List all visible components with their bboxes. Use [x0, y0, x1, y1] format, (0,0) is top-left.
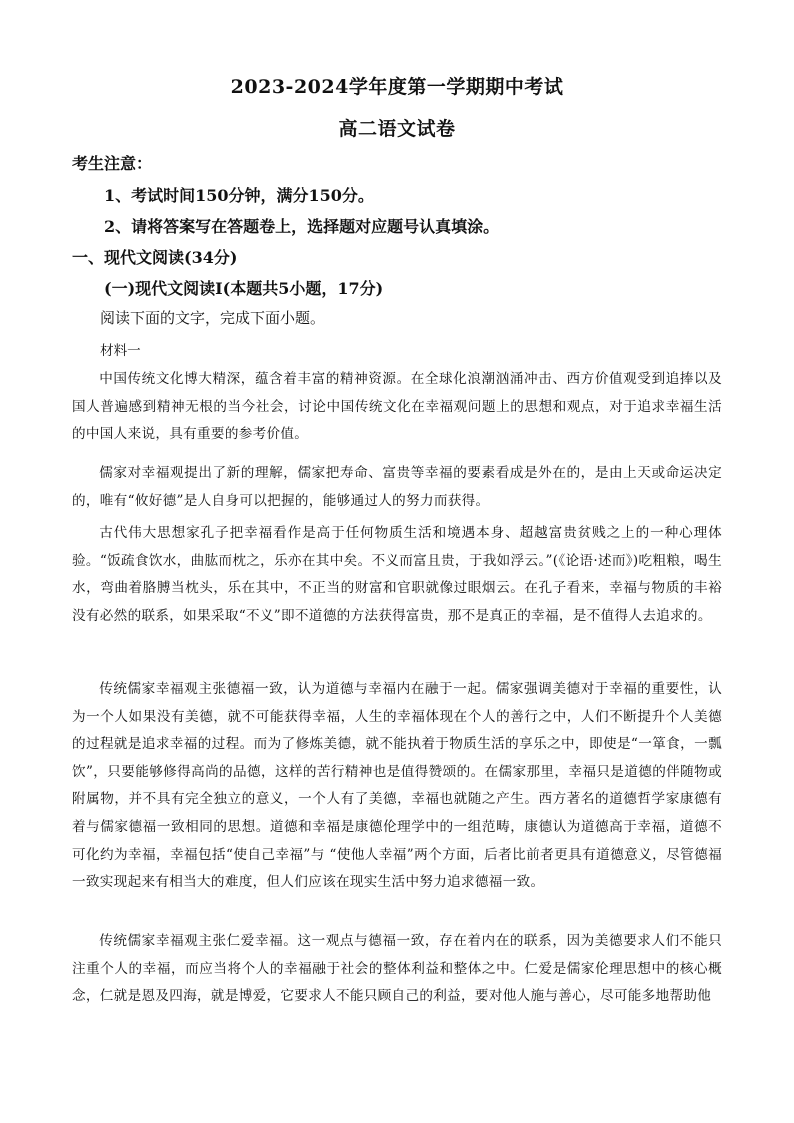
paragraph-3: 古代伟大思想家孔子把幸福看作是高于任何物质生活和境遇本身、超越富贵贫贱之上的一种心理体验。“饭疏食饮水，曲肱而枕之，乐亦在其中矣。不义而富且贵，于我如浮云。”(《论语·述而》)吃粗粮，喝生水，弯曲着胳膊当枕头，乐在其中，不正当的财富和官职就像过眼烟云。在孔子看来，幸福与物质的丰裕没有必然的联系，如果采取“不义”即不道德的方法获得富贵，那不是真正的幸福，是不值得人去追求的。	[72, 525, 722, 624]
exam-subtitle: 高二语文试卷	[338, 118, 456, 140]
paragraph-2: 儒家对幸福观提出了新的理解，儒家把寿命、富贵等幸福的要素看成是外在的，是由上天或命运决定的，唯有“攸好德”是人自身可以把握的，能够通过人的努力而获得。	[72, 465, 722, 509]
notice-heading: 考生注意：	[72, 154, 153, 173]
paragraph-5: 传统儒家幸福观主张仁爱幸福。这一观点与德福一致，存在着内在的联系，因为美德要求人们不能只注重个人的幸福，而应当将个人的幸福融于社会的整体利益和整体之中。仁爱是儒家伦理思想中的核心概念，仁就是恩及四海，就是博爱，它要求人不能只顾自己的利益，要对他人施与善心，尽可能多地帮助他	[72, 933, 722, 1005]
paragraph-1: 中国传统文化博大精深，蕴含着丰富的精神资源。在全球化浪潮汹涌冲击、西方价值观受到追捧以及国人普遍感到精神无根的当今社会，讨论中国传统文化在幸福观问题上的思想和观点，对于追求幸福生活的中国人来说，具有重要的参考价值。	[72, 371, 722, 443]
exam-title: 2023-2024学年度第一学期期中考试	[230, 76, 564, 98]
material-label: 材料一	[100, 343, 141, 359]
paragraph-4: 传统儒家幸福观主张德福一致，认为道德与幸福内在融于一起。儒家强调美德对于幸福的重要性，认为一个人如果没有美德，就不可能获得幸福，人生的幸福体现在个人的善行之中，人们不断提升个人美德的过程就是追求幸福的过程。而为了修炼美德，就不能执着于物质生活的享乐之中，即使是“一箪食，一瓢饮”，只要能够修得高尚的品德，这样的苦行精神也是值得赞颂的。在儒家那里，幸福只是道德的伴随物或附属物，并不具有完全独立的意义，一个人有了美德，幸福也就随之产生。西方著名的道德哲学家康德有着与儒家德福一致相同的思想。道德和幸福是康德伦理学中的一组范畴，康德认为道德高于幸福，道德不可化约为幸福，幸福包括“使自己幸福”与 “使他人幸福”两个方面，后者比前者更具有道德意义，尽管德福一致实现起来有相当大的难度，但人们应该在现实生活中努力追求德福一致。	[72, 681, 722, 891]
sub-section-heading: (一)现代文阅读Ⅰ(本题共5小题，17分)	[104, 279, 384, 298]
section-heading: 一、现代文阅读(34分)	[72, 248, 238, 267]
notice-item-2: 2、请将答案写在答题卷上，选择题对应题号认真填涂。	[104, 217, 500, 236]
notice-item-1: 1、考试时间150分钟，满分150分。	[104, 186, 374, 205]
reading-instruction: 阅读下面的文字，完成下面小题。	[100, 309, 326, 327]
